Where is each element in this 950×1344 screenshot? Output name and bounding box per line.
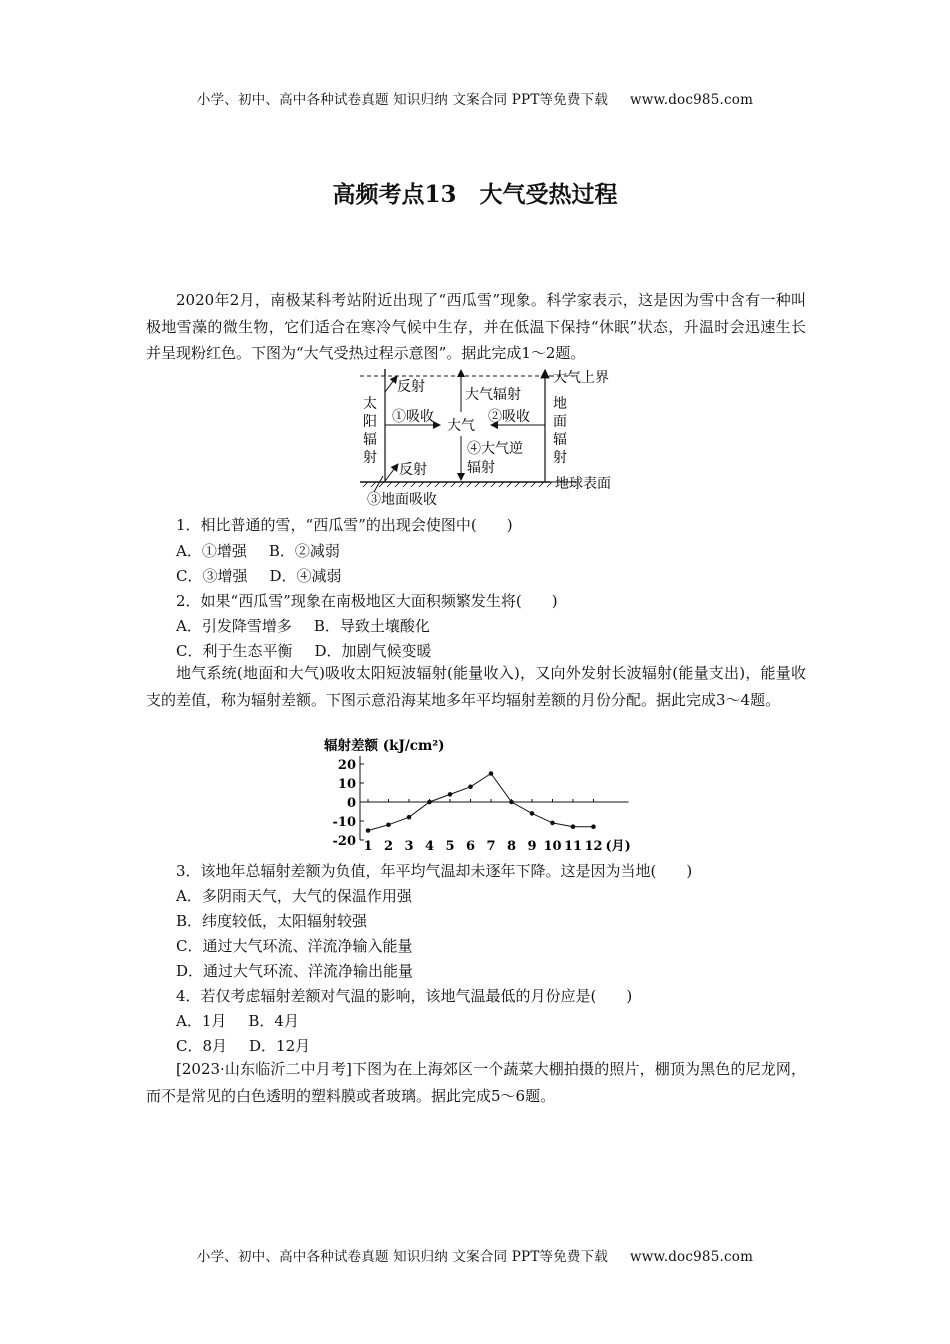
data-point [591,824,596,829]
earth-surface-label: 地球表面 [555,476,611,492]
x-tick-label: 9 [527,839,537,854]
ground-absorb-label: ③地面吸收 [367,492,437,508]
data-point [571,824,576,829]
atmosphere-top-label: 大气上界 [553,370,609,386]
q1-options-row2 [176,565,342,586]
q2-stem: 2．如果“西瓜雪”现象在南极地区大面积频繁发生将( ) [176,592,558,610]
q4-option-d[interactable]: D．12月 [249,1037,311,1055]
page-footer [0,1245,950,1265]
q2-option-c[interactable]: C．利于生态平衡 [176,642,293,660]
q1-option-c[interactable]: C．③增强 [176,567,248,585]
y-tick-label: 10 [337,777,356,792]
ground-rad-char-1: 地 [553,396,567,412]
reflection-top-label: 反射 [397,379,425,395]
data-point [407,815,412,820]
intro-paragraph-1: 2020年2月，南极某科考站附近出现了“西瓜雪”现象。科学家表示，这是因为雪中含有一种叫极地雪藻的微生物，它们适合在寒冷气候中生存，并在低温下保持“休眠”状态，升温时会迅速生长并呈现粉红色。下图为“大气受热过程示意图”。据此完成1～2题。 [146,291,806,362]
page-header [0,88,950,108]
solar-rad-char-3: 辐 [363,432,377,448]
x-tick-label: 11 [563,839,583,854]
chart-title: 辐射差额 (kJ/cm²) [324,738,445,754]
x-tick-label: 3 [404,839,414,854]
data-point [468,785,473,790]
y-tick-label: -20 [332,834,356,849]
atm-radiation-label: 大气辐射 [465,387,521,403]
intro-paragraph-2: 地气系统(地面和大气)吸收太阳短波辐射(能量收入)，又向外发射长波辐射(能量支出)，能量收支的差值，称为辐射差额。下图示意沿海某地多年平均辐射差额的月份分配。据此完成3～4题。 [146,664,806,709]
reflection-bottom-label: 反射 [399,462,427,478]
q4-stem: 4．若仅考虑辐射差额对气温的影响，该地气温最低的月份应是( ) [176,987,633,1005]
q3-option-a[interactable]: A．多阴雨天气，大气的保温作用强 [176,887,412,905]
footer-url[interactable]: www.doc985.com [630,1249,754,1265]
y-tick-label: -10 [332,815,356,830]
data-point [509,800,514,805]
data-point [427,800,432,805]
atmosphere-label: 大气 [447,418,475,434]
q3-option-c[interactable]: C．通过大气环流、洋流净输入能量 [176,937,413,955]
counter-radiation-label-1: ④大气逆 [467,441,523,457]
x-tick-label: 7 [486,839,496,854]
q3-option-d[interactable]: D．通过大气环流、洋流净输出能量 [176,962,414,980]
data-point [366,828,371,833]
q4-options-row1 [176,1010,299,1031]
q4-option-b[interactable]: B．4月 [248,1012,299,1030]
x-tick-label: 6 [465,839,476,854]
solar-rad-char-2: 阳 [363,414,377,430]
solar-rad-char-1: 太 [363,396,377,412]
ground-rad-char-4: 射 [553,450,567,466]
y-tick-label: 20 [337,758,356,773]
intro-paragraph-3: [2023·山东临沂二中月考]下图为在上海郊区一个蔬菜大棚拍摄的照片，棚顶为黑色的尼龙网，而不是常见的白色透明的塑料膜或者玻璃。据此完成5～6题。 [146,1060,806,1105]
x-axis-label: (月) [605,839,631,854]
absorb1-label: ①吸收 [392,409,434,425]
header-url[interactable]: www.doc985.com [630,92,754,108]
reflection-bottom-arrow [385,464,398,481]
ground-rad-char-3: 辐 [553,432,567,448]
y-tick-label: 0 [346,796,356,811]
q1-options-row1 [176,540,340,561]
data-point [550,821,555,826]
q4-options-row2 [176,1035,310,1056]
data-point [489,771,494,776]
q2-option-b[interactable]: B．导致土壤酸化 [313,617,430,635]
page-title: 高频考点13 大气受热过程 [332,181,618,208]
data-point [448,792,453,797]
x-tick-label: 4 [424,839,435,854]
x-tick-label: 10 [543,839,562,854]
q3-option-b[interactable]: B．纬度较低，太阳辐射较强 [176,912,368,930]
counter-radiation-label-2: 辐射 [467,460,495,476]
radiation-balance-chart [318,734,678,854]
header-text: 小学、初中、高中各种试卷真题 知识归纳 文案合同 PPT等免费下载 [196,92,609,108]
absorb2-label: ②吸收 [488,409,530,425]
q4-option-a[interactable]: A．1月 [176,1012,227,1030]
x-tick-label: 12 [584,839,603,854]
footer-text: 小学、初中、高中各种试卷真题 知识归纳 文案合同 PPT等免费下载 [196,1249,609,1265]
solar-rad-char-4: 射 [363,450,377,466]
q2-option-d[interactable]: D．加剧气候变暖 [314,642,432,660]
x-tick-label: 1 [363,839,373,854]
reflection-top-arrow [385,376,397,392]
q2-options-row1 [176,615,430,636]
q1-option-b[interactable]: B．②减弱 [268,542,340,560]
heating-process-diagram [355,364,635,509]
q1-option-a[interactable]: A．①增强 [176,542,247,560]
q3-stem: 3．该地年总辐射差额为负值，年平均气温却未逐年下降。这是因为当地( ) [176,862,693,880]
q1-option-d[interactable]: D．④减弱 [269,567,342,585]
x-tick-label: 2 [383,839,394,854]
q1-stem: 1．相比普通的雪，“西瓜雪”的出现会使图中( ) [176,516,513,534]
q2-option-a[interactable]: A．引发降雪增多 [176,617,292,635]
x-tick-label: 8 [506,839,517,854]
q4-option-c[interactable]: C．8月 [176,1037,228,1055]
ground-rad-char-2: 面 [553,414,567,430]
data-point [386,823,391,828]
q2-options-row2 [176,640,432,661]
data-point [530,811,535,816]
x-tick-label: 5 [445,839,455,854]
